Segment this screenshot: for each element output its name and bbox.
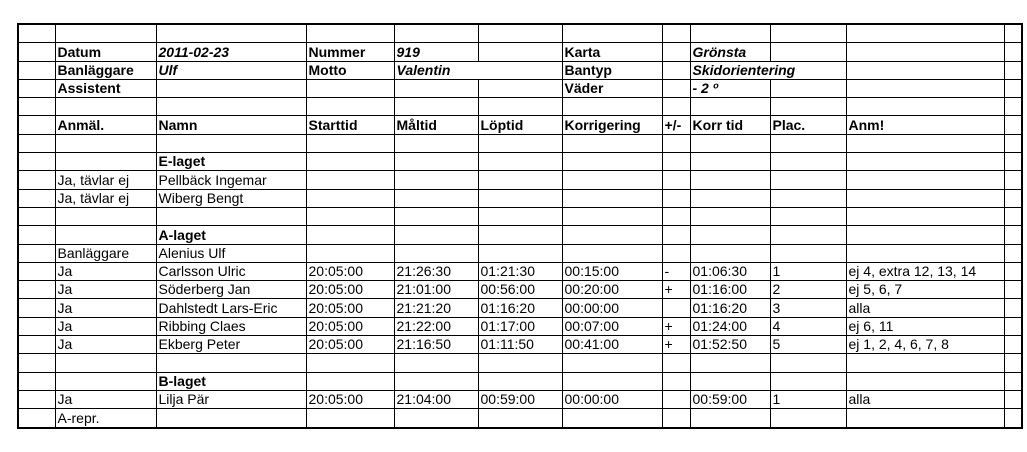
table-cell [394,354,478,372]
table-cell: 1 [770,390,846,408]
table-cell [662,390,690,408]
row-margin-cell [1004,207,1022,225]
table-cell [770,354,846,372]
datum-label: Datum [55,43,156,61]
table-cell: 1 [770,262,846,280]
table-cell [662,354,690,372]
table-cell: 01:16:00 [690,281,770,299]
table-row [18,390,1022,408]
row-margin-cell [18,189,55,207]
table-cell: 21:04:00 [394,390,478,408]
table-cell [156,207,306,225]
table-cell [690,153,770,171]
col-header: Plac. [770,116,846,134]
table-cell: 01:17:00 [478,317,562,335]
row-margin-cell [1004,134,1022,152]
table-cell: Ja [55,336,156,354]
table-cell [770,372,846,390]
motto-value: Valentin [394,61,562,79]
row-margin-cell [1004,354,1022,372]
table-cell: 4 [770,317,846,335]
col-header: Namn [156,116,306,134]
header-row-1 [18,43,1022,61]
table-cell [394,244,478,262]
table-cell [394,372,478,390]
table-row [18,207,1022,225]
table-cell: 00:41:00 [562,336,662,354]
row-margin-cell [18,372,55,390]
bantyp-value: Skidorientering [690,61,846,79]
table-cell: 01:52:50 [690,336,770,354]
table-cell [394,409,478,428]
table-cell [690,134,770,152]
table-cell [770,171,846,189]
nummer-label: Nummer [306,43,394,61]
table-cell: + [662,317,690,335]
table-cell [662,299,690,317]
table-cell [478,372,562,390]
col-header: Starttid [306,116,394,134]
table-row [18,354,1022,372]
row-margin-cell [1004,189,1022,207]
table-row [18,281,1022,299]
table-cell [846,134,1004,152]
table-cell [478,134,562,152]
table-row [18,226,1022,244]
table-cell: 00:00:00 [562,390,662,408]
table-cell [562,171,662,189]
table-row [18,336,1022,354]
table-cell: Ja [55,317,156,335]
table-row [18,153,1022,171]
table-cell [55,226,156,244]
table-cell [306,189,394,207]
table-cell [662,207,690,225]
table-cell [846,207,1004,225]
table-cell: Ja [55,281,156,299]
table-cell [478,171,562,189]
row-margin-cell [18,390,55,408]
table-cell [662,171,690,189]
table-cell [846,189,1004,207]
table-cell [562,244,662,262]
table-cell: Ribbing Claes [156,317,306,335]
table-row [18,372,1022,390]
table-cell [562,207,662,225]
table-cell: Ja, tävlar ej [55,171,156,189]
table-cell [156,134,306,152]
table-cell: 5 [770,336,846,354]
table-cell: Ekberg Peter [156,336,306,354]
table-row [18,244,1022,262]
table-cell [690,189,770,207]
col-header: Anm! [846,116,1004,134]
table-cell: 00:56:00 [478,281,562,299]
table-cell: 01:21:30 [478,262,562,280]
row-margin-cell [1004,317,1022,335]
table-cell [394,171,478,189]
row-margin-cell [18,317,55,335]
table-cell [770,226,846,244]
table-cell: alla [846,299,1004,317]
row-margin-cell [1004,171,1022,189]
table-row [18,299,1022,317]
row-margin-cell [1004,281,1022,299]
table-cell: 21:21:20 [394,299,478,317]
table-cell [562,134,662,152]
table-cell [770,409,846,428]
table-row [18,171,1022,189]
table-cell: Ja, tävlar ej [55,189,156,207]
motto-label: Motto [306,61,394,79]
table-cell [846,354,1004,372]
table-cell: Banläggare [55,244,156,262]
karta-value: Grönsta [690,43,770,61]
row-margin-cell [18,262,55,280]
banlaggare-label: Banläggare [55,61,156,79]
table-cell: Lilja Pär [156,390,306,408]
karta-label: Karta [562,43,662,61]
table-cell: ej 5, 6, 7 [846,281,1004,299]
table-cell: 21:01:00 [394,281,478,299]
table-cell [55,372,156,390]
col-header: Löptid [478,116,562,134]
table-cell [156,354,306,372]
col-header: +/- [662,116,690,134]
table-cell [478,153,562,171]
row-margin-cell [18,171,55,189]
table-cell [478,189,562,207]
table-cell [846,171,1004,189]
table-cell [394,189,478,207]
table-cell: ej 1, 2, 4, 6, 7, 8 [846,336,1004,354]
table-cell: ej 4, extra 12, 13, 14 [846,262,1004,280]
table-cell: 01:16:20 [690,299,770,317]
blank-row [18,98,1022,116]
table-cell: 00:59:00 [690,390,770,408]
blank-row [18,24,1022,43]
table-cell [562,409,662,428]
table-cell [55,153,156,171]
vader-label: Väder [562,79,662,97]
table-cell [394,207,478,225]
table-cell [306,409,394,428]
table-cell [562,354,662,372]
row-margin-cell [1004,226,1022,244]
table-cell [846,226,1004,244]
table-cell: 20:05:00 [306,317,394,335]
table-cell [690,372,770,390]
vader-value: - 2 º [690,79,770,97]
table-cell: - [662,262,690,280]
table-cell [690,409,770,428]
nummer-value: 919 [394,43,478,61]
table-cell [690,171,770,189]
row-margin-cell [18,207,55,225]
table-cell [306,207,394,225]
table-cell: 20:05:00 [306,262,394,280]
table-row [18,317,1022,335]
assistent-label: Assistent [55,79,156,97]
table-cell: Alenius Ulf [156,244,306,262]
col-header: Anmäl. [55,116,156,134]
table-cell: A-laget [156,226,306,244]
row-margin-cell [1004,390,1022,408]
table-cell [846,244,1004,262]
table-cell: E-laget [156,153,306,171]
table-cell: 00:20:00 [562,281,662,299]
table-cell [478,354,562,372]
table-cell [562,226,662,244]
row-margin-cell [18,281,55,299]
table-cell [770,134,846,152]
table-cell: Söderberg Jan [156,281,306,299]
datum-value: 2011-02-23 [156,43,306,61]
table-cell [662,409,690,428]
table-cell: Dahlstedt Lars-Eric [156,299,306,317]
row-margin-cell [1004,244,1022,262]
row-margin-cell [18,226,55,244]
table-cell [690,207,770,225]
table-cell: ej 6, 11 [846,317,1004,335]
row-margin-cell [1004,262,1022,280]
col-header: Korrigering [562,116,662,134]
table-cell: + [662,336,690,354]
table-cell: A-repr. [55,409,156,428]
row-margin-cell [18,134,55,152]
table-cell: 00:15:00 [562,262,662,280]
table-cell: 20:05:00 [306,336,394,354]
banlaggare-value: Ulf [156,61,306,79]
table-cell [394,226,478,244]
table-cell: 00:07:00 [562,317,662,335]
data-rows [18,134,1022,427]
table-cell: Ja [55,390,156,408]
row-margin-cell [18,299,55,317]
table-row [18,134,1022,152]
row-margin-cell [1004,336,1022,354]
column-header-row [18,116,1022,134]
table-cell [394,134,478,152]
table-cell: Wiberg Bengt [156,189,306,207]
table-cell: 00:59:00 [478,390,562,408]
table-cell: 20:05:00 [306,281,394,299]
results-sheet [17,23,1023,429]
table-cell [846,409,1004,428]
table-cell: + [662,281,690,299]
table-cell [306,372,394,390]
table-cell: 21:22:00 [394,317,478,335]
table-cell [306,171,394,189]
table-cell [770,244,846,262]
row-margin-cell [1004,153,1022,171]
table-cell [306,153,394,171]
table-cell: 21:26:30 [394,262,478,280]
table-cell [478,244,562,262]
table-cell: 01:11:50 [478,336,562,354]
table-cell: 01:06:30 [690,262,770,280]
col-header: Måltid [394,116,478,134]
bantyp-label: Bantyp [562,61,662,79]
row-margin-cell [18,409,55,428]
table-cell: 20:05:00 [306,390,394,408]
table-cell [562,153,662,171]
row-margin-cell [1004,299,1022,317]
table-cell [394,153,478,171]
table-row [18,189,1022,207]
table-cell [306,134,394,152]
table-cell [662,134,690,152]
table-cell [306,244,394,262]
row-margin-cell [1004,372,1022,390]
row-margin-cell [18,336,55,354]
header-row-2 [18,61,1022,79]
table-cell [662,153,690,171]
table-cell: 00:00:00 [562,299,662,317]
table-cell [306,226,394,244]
table-cell: 2 [770,281,846,299]
table-cell [156,409,306,428]
table-cell [662,226,690,244]
table-cell [478,226,562,244]
table-cell: Ja [55,299,156,317]
table-cell [55,354,156,372]
col-header: Korr tid [690,116,770,134]
table-cell [846,372,1004,390]
table-cell [662,189,690,207]
table-cell: B-laget [156,372,306,390]
table-cell: Ja [55,262,156,280]
table-cell [478,409,562,428]
table-row [18,409,1022,428]
table-cell: Carlsson Ulric [156,262,306,280]
table-cell [846,153,1004,171]
table-cell [662,372,690,390]
table-cell [690,226,770,244]
row-margin-cell [1004,409,1022,428]
table-cell [562,189,662,207]
header-row-3 [18,79,1022,97]
row-margin-cell [18,354,55,372]
table-cell: 3 [770,299,846,317]
table-cell [690,354,770,372]
table-cell [306,354,394,372]
table-row [18,262,1022,280]
table-cell [770,207,846,225]
table-cell [562,372,662,390]
table-cell: 20:05:00 [306,299,394,317]
table-cell: 21:16:50 [394,336,478,354]
table-cell [770,189,846,207]
row-margin-cell [18,153,55,171]
table-cell: alla [846,390,1004,408]
table-cell [690,244,770,262]
table-cell [662,244,690,262]
table-cell [55,207,156,225]
table-cell [478,207,562,225]
table-cell: 01:24:00 [690,317,770,335]
row-margin-cell [18,244,55,262]
table-cell [55,134,156,152]
table-cell [770,153,846,171]
table-cell: Pellbäck Ingemar [156,171,306,189]
table-cell: 01:16:20 [478,299,562,317]
